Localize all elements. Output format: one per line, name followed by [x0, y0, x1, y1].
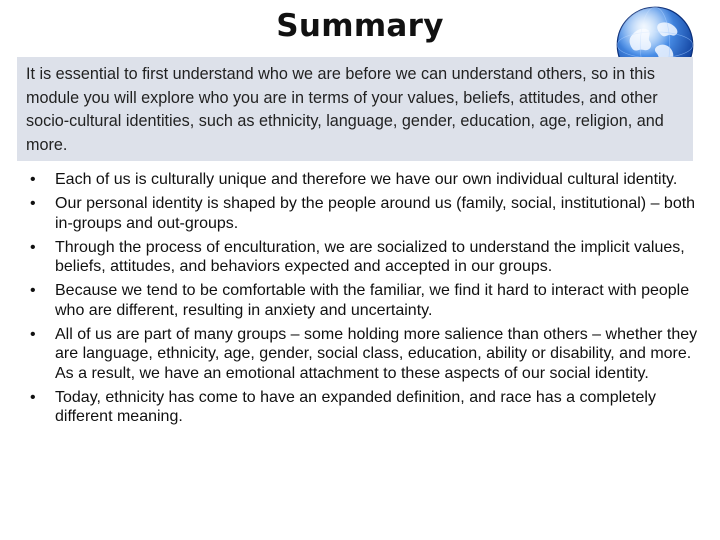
bullet-text: Today, ethnicity has come to have an expanded definition, and race has a completely different meaning. [55, 388, 656, 426]
bullet-icon: • [30, 195, 36, 213]
bullet-icon: • [30, 171, 36, 188]
bullet-text: Because we tend to be comfortable with the familiar, we find it hard to interact with people who are different, resulting in anxiety and uncertainty. [55, 282, 690, 319]
bullet-icon: • [30, 238, 36, 256]
bullet-icon: • [30, 326, 36, 344]
bullet-item [28, 238, 708, 277]
bullet-icon: • [30, 282, 36, 300]
bullet-text: Through the process of enculturation, we are socialized to understand the implicit values, beliefs, attitudes, and behaviors expected and accepted in our groups. [55, 238, 685, 276]
bullet-list [28, 170, 708, 432]
bullet-item [28, 388, 708, 427]
bullet-text: Each of us is culturally unique and therefore we have our own individual cultural identity. [55, 171, 678, 188]
bullet-icon: • [30, 388, 36, 406]
bullet-text: All of us are part of many groups – some holding more salience than others – whether they are language, ethnicity, age, gender, social class, education, ability or disability, and more. As a result, we have an emotional attachment to these aspects of our social identity. [55, 326, 698, 382]
summary-text: It is essential to first understand who we are before we can understand others, so in this module you will explore who you are in terms of your values, beliefs, attitudes, and other socio-cultural identities, such as ethnicity, language, gender, education, age, religion, and more. [26, 65, 664, 154]
bullet-item [28, 170, 708, 189]
bullet-item [28, 325, 708, 383]
bullet-item [28, 281, 708, 320]
bullet-item [28, 194, 708, 233]
summary-box [17, 57, 693, 161]
bullet-text: Our personal identity is shaped by the people around us (family, social, institutional) – both in-groups and out-groups. [55, 195, 696, 232]
slide-title: Summary [276, 8, 444, 44]
